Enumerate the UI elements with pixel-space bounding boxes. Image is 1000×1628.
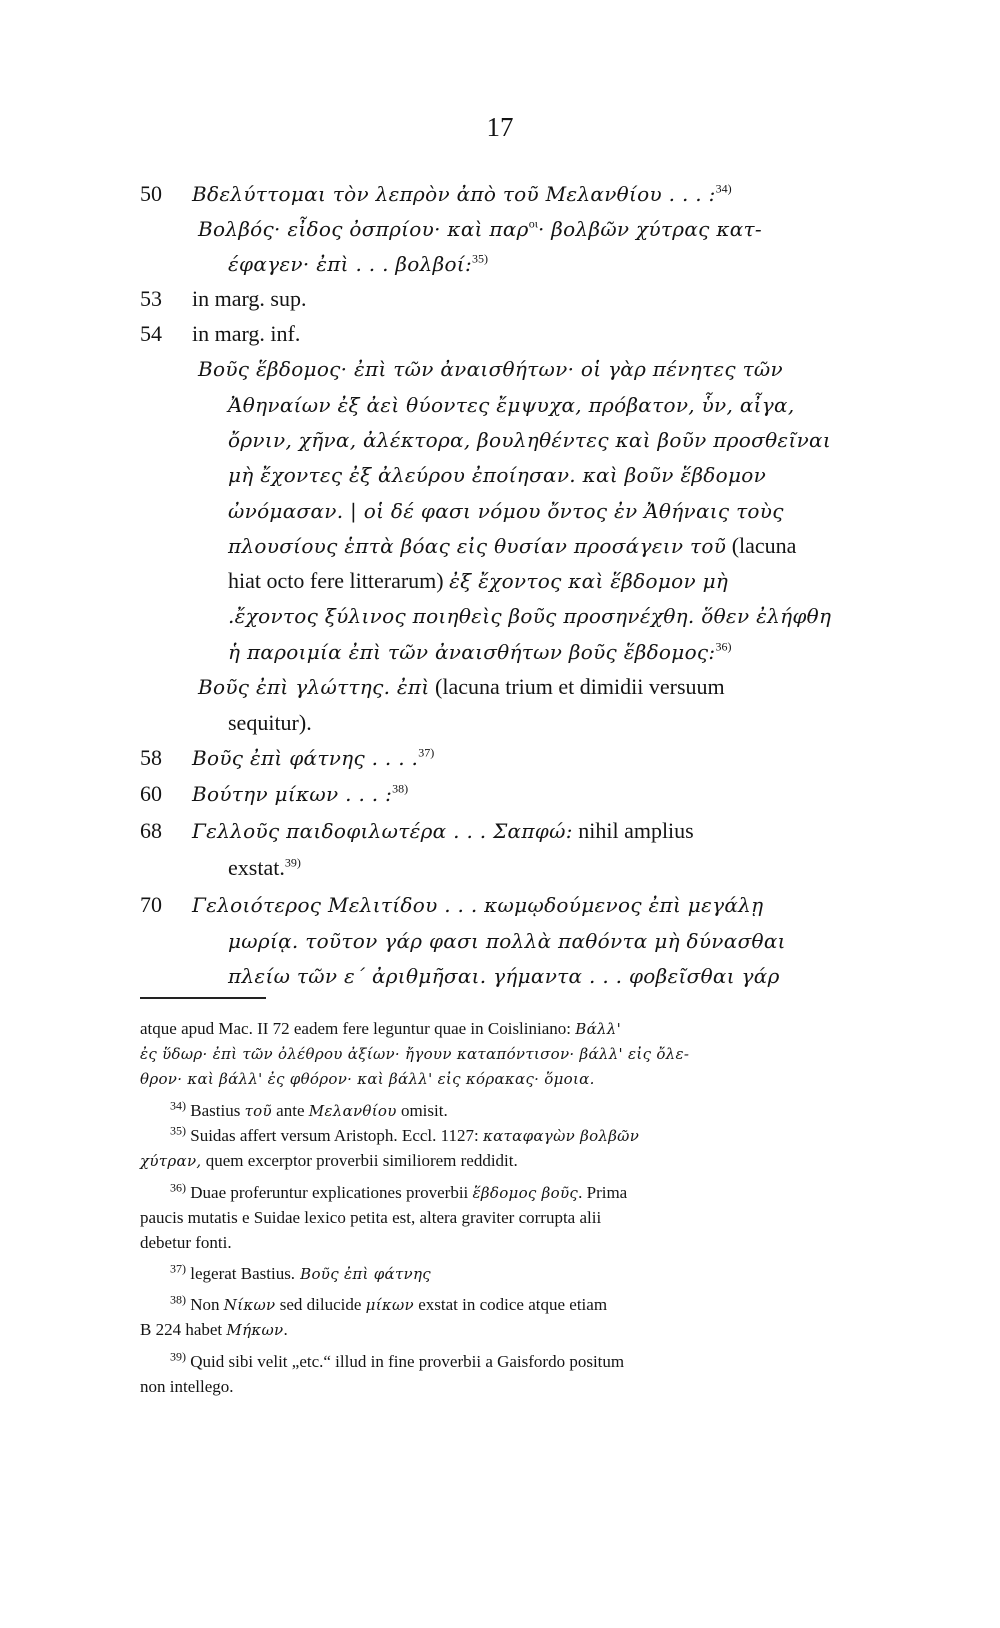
- footnote-line: [140, 1206, 601, 1230]
- text-line: [228, 636, 731, 668]
- greek-text: τοῦ: [244, 1102, 272, 1120]
- latin-text: omisit.: [396, 1101, 448, 1120]
- greek-text: ἡ παροιμία ἐπὶ τῶν ἀναισθήτων βοῦς ἕβδομος:: [228, 640, 716, 664]
- latin-text: Non: [186, 1295, 224, 1314]
- text-line: [140, 178, 732, 210]
- greek-text: Γελοιότερος Μελιτίδου . . . κωμῳδούμενος ἐπὶ μεγάλῃ: [192, 893, 764, 917]
- greek-text: πλείω τῶν ε΄ ἀριθμῆσαι. γήμαντα . . . φοβεῖσθαι γάρ: [228, 964, 780, 988]
- line-number: 70: [140, 892, 162, 917]
- greek-text: ὄρνιν, χῆνα, ἀλέκτορα, βουληθέντες καὶ βοῦν προσθεῖναι: [228, 428, 831, 452]
- latin-text: paucis mutatis e Suidae lexico petita est, altera graviter corrupta alii: [140, 1208, 602, 1227]
- footnote-line: [140, 1067, 595, 1091]
- footnote-number: 34): [170, 1098, 186, 1113]
- greek-text: πλουσίους ἑπτὰ βόας εἰς θυσίαν προσάγειν τοῦ: [228, 534, 727, 558]
- latin-text: nihil amplius: [572, 818, 694, 843]
- line-number: 54: [140, 321, 162, 346]
- latin-text: debetur fonti.: [140, 1233, 232, 1252]
- text-line: [228, 852, 301, 884]
- footnote-line: [170, 1181, 627, 1205]
- footnote-line: [170, 1124, 639, 1148]
- latin-text: sequitur).: [228, 710, 312, 735]
- latin-text: B 224 habet: [140, 1320, 227, 1339]
- greek-text: μίκων: [365, 1296, 414, 1314]
- footnote-number: 38): [170, 1292, 186, 1307]
- latin-text: exstat in codice atque etiam: [413, 1295, 608, 1314]
- footnote-line: [170, 1262, 431, 1286]
- latin-text: ante: [271, 1101, 309, 1120]
- latin-text: hiat octo fere litterarum): [228, 568, 450, 593]
- footnote-line: [140, 1017, 621, 1041]
- footnote-rule: [140, 997, 266, 999]
- greek-text: .ἔχοντος ξύλινος ποιηθεὶς βοῦς προσηνέχθη. ὅθεν ἐλήφθη: [228, 604, 832, 628]
- text-line: [228, 565, 728, 597]
- greek-text: Ἀθηναίων ἐξ ἀεὶ θύοντες ἔμψυχα, πρόβατον, ὗν, αἶγα,: [228, 393, 795, 417]
- footnote-number: 35): [170, 1123, 186, 1138]
- greek-text: ὠνόμασαν. | οἱ δέ φασι νόμου ὄντος ἐν Ἀθήναις τοὺς: [228, 499, 784, 523]
- greek-text: χύτραν,: [140, 1152, 202, 1170]
- footnote-ref: 34): [715, 181, 732, 196]
- latin-text: Suidas affert versum Aristoph. Eccl. 1127:: [186, 1126, 483, 1145]
- text-line: [228, 960, 780, 992]
- latin-text: (lacuna: [726, 533, 797, 558]
- footnote-line: [170, 1293, 607, 1317]
- latin-text: atque apud Mac. II 72 eadem fere leguntur quae in Coisliniano:: [140, 1019, 576, 1038]
- greek-text: έφαγεν· ἐπὶ . . . βολβοί:: [228, 252, 472, 276]
- text-line: [228, 248, 488, 280]
- footnote-ref: 35): [471, 251, 488, 266]
- greek-text: ἐξ ἔχοντος καὶ ἕβδομον μὴ: [449, 569, 729, 593]
- greek-text: · βολβῶν χύτρας κατ-: [537, 217, 762, 241]
- page-number: 17: [486, 112, 514, 142]
- greek-text: Μήκων: [226, 1321, 284, 1339]
- text-line: [198, 353, 783, 385]
- footnote-ref: 37): [418, 745, 435, 760]
- greek-text: Νίκων: [223, 1296, 276, 1314]
- latin-text: .: [283, 1320, 288, 1339]
- greek-text: μὴ ἔχοντες ἐξ ἀλεύρου ἐποίησαν. καὶ βοῦν ἕβδομον: [228, 463, 767, 487]
- text-line: [140, 815, 694, 847]
- greek-text: ἐς ὕδωρ· ἐπὶ τῶν ὀλέθρου ἀξίων· ἤγουν καταπόντισον· βάλλ' εἰς ὄλε-: [140, 1045, 690, 1063]
- footnote-line: [140, 1318, 288, 1342]
- latin-text: non intellego.: [140, 1377, 234, 1396]
- greek-text: Βολβός· εἶδος ὀσπρίου· καὶ παρ: [198, 217, 529, 241]
- footnote-ref: 36): [715, 639, 732, 654]
- greek-text: Βοῦς ἐπὶ φάτνης . . . .: [192, 746, 419, 770]
- greek-text: Βούτην μίκων . . . :: [192, 782, 393, 806]
- text-line: [228, 925, 786, 957]
- greek-text: Βδελύττομαι τὸν λεπρὸν ἀπὸ τοῦ Μελανθίου . . . :: [192, 182, 716, 206]
- latin-text: quem excerptor proverbii similiorem reddidit.: [201, 1151, 518, 1170]
- text-line: [198, 213, 762, 245]
- greek-text: Βοῦς ἕβδομος· ἐπὶ τῶν ἀναισθήτων· οἱ γὰρ πένητες τῶν: [198, 357, 784, 381]
- latin-text: Duae proferuntur explicationes proverbii: [186, 1183, 473, 1202]
- line-number: 50: [140, 181, 162, 206]
- line-number: 60: [140, 781, 162, 806]
- text-line: [140, 889, 763, 921]
- greek-text: Γελλοῦς παιδοφιλωτέρα . . . Σαπφώ:: [192, 819, 573, 843]
- text-line: [228, 389, 795, 421]
- footnote-line: [140, 1375, 233, 1399]
- text-line: [198, 671, 725, 703]
- footnote-number: 36): [170, 1180, 186, 1195]
- latin-text: in marg. inf.: [192, 321, 301, 346]
- text-line: [140, 742, 434, 774]
- greek-text: Βοῦς ἐπὶ φάτνης: [295, 1265, 431, 1283]
- latin-text: in marg. sup.: [192, 286, 307, 311]
- greek-text: Βάλλ': [575, 1020, 622, 1038]
- greek-text: μωρίᾳ. τοῦτον γάρ φασι πολλὰ παθόντα μὴ δύνασθαι: [228, 929, 786, 953]
- text-line: [228, 495, 784, 527]
- greek-text: ἕβδομος βοῦς: [472, 1184, 579, 1202]
- text-line: [228, 459, 766, 491]
- footnote-line: [140, 1231, 232, 1255]
- footnote-line: [170, 1099, 448, 1123]
- line-number: 53: [140, 286, 162, 311]
- line-number: 58: [140, 745, 162, 770]
- footnote-ref: 38): [392, 781, 409, 796]
- footnote-number: 37): [170, 1261, 186, 1276]
- latin-text: (lacuna trium et dimidii versuum: [429, 674, 725, 699]
- text-line: [228, 707, 312, 739]
- line-number: 68: [140, 818, 162, 843]
- latin-text: Bastius: [186, 1101, 245, 1120]
- text-line: [228, 424, 831, 456]
- text-line: [228, 600, 831, 632]
- latin-text: legerat Bastius.: [186, 1264, 296, 1283]
- latin-text: Quid sibi velit „etc.“ illud in fine proverbii a Gaisfordo positum: [186, 1352, 625, 1371]
- text-line: [228, 530, 796, 562]
- footnote-ref: 39): [284, 855, 301, 870]
- text-line: [140, 778, 408, 810]
- footnote-line: [140, 1042, 689, 1066]
- footnote-ref: οι: [528, 216, 538, 231]
- footnote-line: [140, 1149, 518, 1173]
- greek-text: Μελανθίου: [308, 1102, 397, 1120]
- latin-text: exstat.: [228, 855, 285, 880]
- footnote-number: 39): [170, 1349, 186, 1364]
- latin-text: . Prima: [578, 1183, 628, 1202]
- text-line: [140, 318, 300, 350]
- latin-text: sed dilucide: [275, 1295, 366, 1314]
- greek-text: θρον· καὶ βάλλ' ἐς φθόρον· καὶ βάλλ' εἰς κόρακας· ὅμοια.: [140, 1070, 595, 1088]
- greek-text: Βοῦς ἐπὶ γλώττης. ἐπὶ: [198, 675, 430, 699]
- greek-text: καταφαγὼν βολβῶν: [482, 1127, 640, 1145]
- footnote-line: [170, 1350, 624, 1374]
- text-line: [140, 283, 306, 315]
